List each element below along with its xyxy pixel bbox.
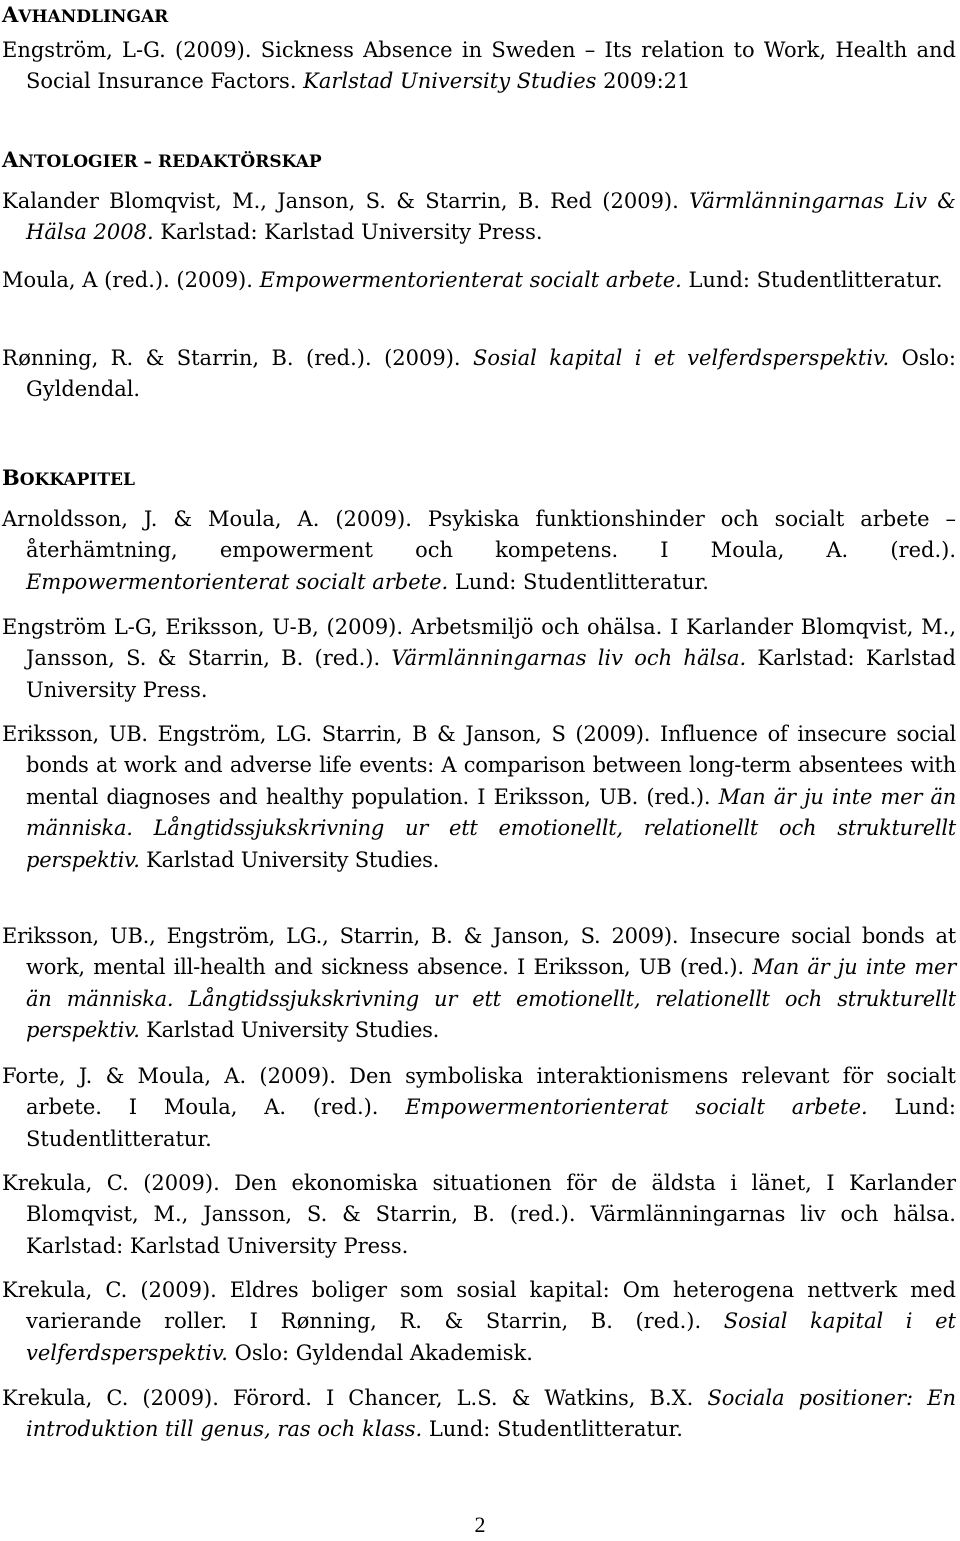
reference-entry: Krekula, C. (2009). Den ekonomiska situationen för de äldsta i länet, I Karlander Blomqvist, M., Jansson, S. & Starrin, B. (red.). Värmlänningarnas liv och hälsa. Karlstad: Karlstad University Press.	[2, 1171, 956, 1258]
page-number: 2	[474, 1512, 486, 1537]
reference-entry: Krekula, C. (2009). Eldres boliger som sosial kapital: Om heterogena nettverk med varierande roller. I Rønning, R. & Starrin, B. (red.). Sosial kapital i et velferdsperspektiv. Oslo: Gyldendal Akademisk.	[2, 1278, 956, 1365]
reference-entry: Rønning, R. & Starrin, B. (red.). (2009). Sosial kapital i et velferdsperspektiv. Oslo: Gyldendal.	[2, 346, 956, 402]
reference-entry: Engström L-G, Eriksson, U-B, (2009). Arbetsmiljö och ohälsa. I Karlander Blomqvist, M., Jansson, S. & Starrin, B. (red.). Värmlänningarnas liv och hälsa. Karlstad: Karlstad University Press.	[2, 615, 956, 702]
reference-entry: Engström, L-G. (2009). Sickness Absence in Sweden – Its relation to Work, Health and Social Insurance Factors. Karlstad University Studies 2009:21	[2, 38, 956, 94]
section-heading-bokkapitel: BOKKAPITEL	[2, 465, 135, 490]
reference-entry: Eriksson, UB. Engström, LG. Starrin, B & Janson, S (2009). Influence of insecure social bonds at work and adverse life events: A comparison between long-term absentees with mental diagnoses and healthy population. I Eriksson, UB. (red.). Man är ju inte mer än människa. Långtidssjukskrivning ur ett emotionellt, relationellt och strukturellt perspektiv. Karlstad University Studies.	[2, 722, 956, 872]
section-heading-avhandlingar: AVHANDLINGAR	[2, 2, 169, 27]
reference-entry: Eriksson, UB., Engström, LG., Starrin, B. & Janson, S. 2009). Insecure social bonds at work, mental ill-health and sickness absence. I Eriksson, UB (red.). Man är ju inte mer än människa. Långtidssjukskrivning ur ett emotionellt, relationellt och strukturellt perspektiv. Karlstad University Studies.	[2, 924, 956, 1043]
reference-entry: Arnoldsson, J. & Moula, A. (2009). Psykiska funktionshinder och socialt arbete – återhämtning, empowerment och kompetens. I Moula, A. (red.). Empowermentorienterat socialt arbete. Lund: Studentlitteratur.	[2, 507, 956, 594]
section-heading-antologier: ANTOLOGIER – REDAKTÖRSKAP	[2, 147, 322, 172]
reference-entry: Kalander Blomqvist, M., Janson, S. & Starrin, B. Red (2009). Värmlänningarnas Liv & Hälsa 2008. Karlstad: Karlstad University Press.	[2, 189, 956, 245]
reference-entry: Krekula, C. (2009). Förord. I Chancer, L.S. & Watkins, B.X. Sociala positioner: En introduktion till genus, ras och klass. Lund: Studentlitteratur.	[2, 1386, 956, 1442]
reference-entry: Forte, J. & Moula, A. (2009). Den symboliska interaktionismens relevant för socialt arbete. I Moula, A. (red.). Empowermentorienterat socialt arbete. Lund: Studentlitteratur.	[2, 1064, 957, 1151]
reference-entry: Moula, A (red.). (2009). Empowermentorienterat socialt arbete. Lund: Studentlitteratur.	[2, 268, 943, 292]
